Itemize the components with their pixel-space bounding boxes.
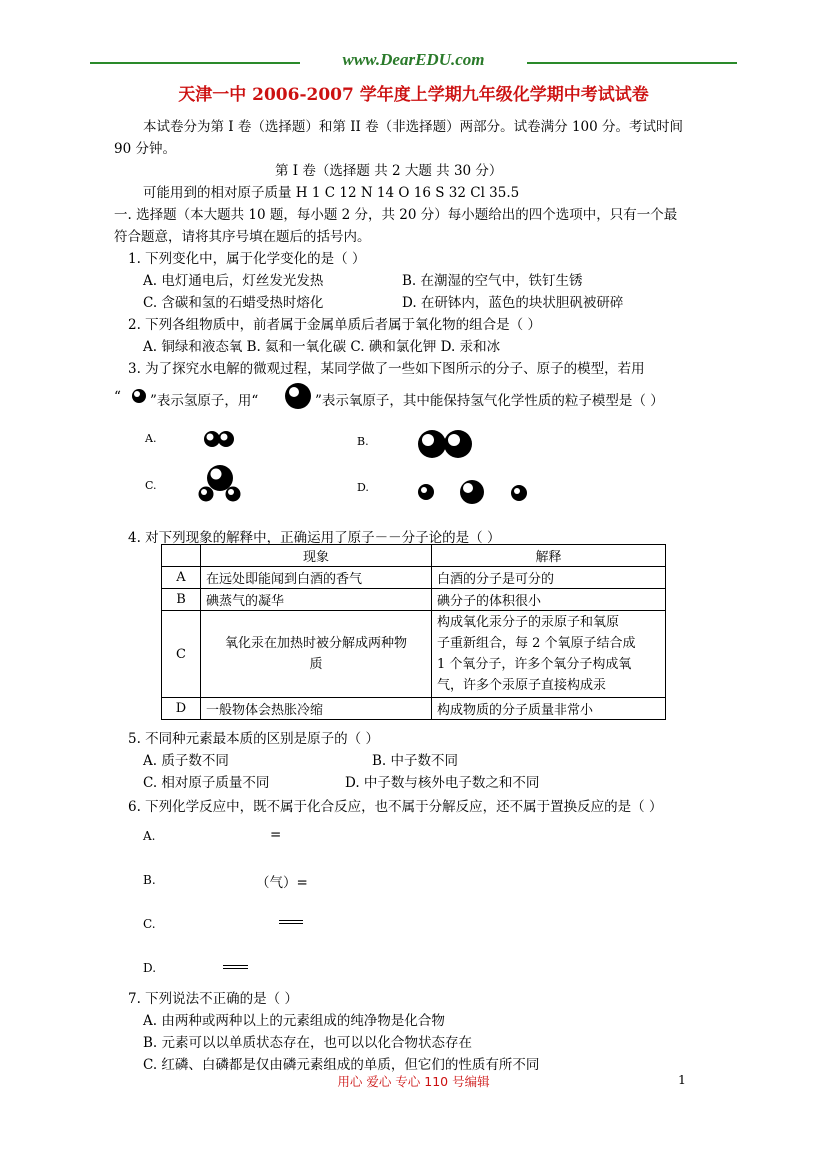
q3-option-c-label: C. xyxy=(145,479,157,492)
q4-stem: 4. 对下列现象的解释中，正确运用了原子－－分子论的是（ ） xyxy=(128,530,501,546)
row-phenomenon: 在远处即能闻到白酒的香气 xyxy=(201,567,432,589)
model-c-h2o-molecule-icon xyxy=(196,462,246,504)
q6-option-d: D. xyxy=(143,961,157,975)
q2-stem: 2. 下列各组物质中，前者属于金属单质后者属于氧化物的组合是（ ） xyxy=(128,317,541,333)
row-explanation: 构成物质的分子质量非常小 xyxy=(432,698,666,720)
row-explanation-line: 构成氧化汞分子的汞原子和氧原 xyxy=(437,615,620,630)
site-url[interactable]: www.DearEDU.com xyxy=(342,50,485,69)
row-label: D xyxy=(162,698,201,720)
q7-option-c: C. 红磷、白磷都是仅由磷元素组成的单质，但它们的性质有所不同 xyxy=(143,1057,540,1073)
row-label: B xyxy=(162,589,201,611)
q1-option-a: A. 电灯通电后，灯丝发光发热 xyxy=(143,273,324,289)
page-number: 1 xyxy=(678,1072,686,1087)
row-explanation: 白酒的分子是可分的 xyxy=(432,567,666,589)
q1-option-c: C. 含碳和氢的石蜡受热时熔化 xyxy=(143,295,324,311)
atomic-mass-line: 可能用到的相对原子质量 H 1 C 12 N 14 O 16 S 32 Cl 35.5 xyxy=(143,185,520,201)
part-title: 第 I 卷（选择题 共 2 大题 共 30 分） xyxy=(275,163,503,179)
q3-quote-open: “ xyxy=(114,389,121,405)
table-header-explanation: 解释 xyxy=(432,545,666,567)
q6-option-c: C. xyxy=(143,917,156,931)
q3-option-d-label: D. xyxy=(357,481,369,494)
q7-option-b: B. 元素可以以单质状态存在，也可以以化合物状态存在 xyxy=(143,1035,473,1051)
row-explanation: 碘分子的体积很小 xyxy=(432,589,666,611)
row-explanation-line: 1 个氧分子，许多个氧分子构成氧 xyxy=(437,657,632,672)
row-explanation xyxy=(432,611,666,698)
q3-line-1: 3. 为了探究水电解的微观过程，某同学做了一些如下图所示的分子、原子的模型，若用 xyxy=(128,361,645,377)
q1-option-d: D. 在研钵内，蓝色的块状胆矾被研碎 xyxy=(402,295,624,311)
q6-stem: 6. 下列化学反应中，既不属于化合反应，也不属于分解反应，还不属于置换反应的是（ ） xyxy=(128,799,663,815)
q3-line-2-mid: ”表示氢原子，用“ xyxy=(150,393,259,409)
model-d-separate-atoms-icon xyxy=(415,478,535,508)
q7-option-a: A. 由两种或两种以上的元素组成的纯净物是化合物 xyxy=(143,1013,445,1029)
row-explanation-line: 气，许多个汞原子直接构成汞 xyxy=(437,678,607,693)
model-a-h2-molecule-icon xyxy=(200,428,240,450)
q1-option-b: B. 在潮湿的空气中，铁钉生锈 xyxy=(402,273,583,289)
table-row xyxy=(162,698,666,720)
section-1-line-1: 一. 选择题（本大题共 10 题，每小题 2 分，共 20 分）每小题给出的四个选项中，只有一个最 xyxy=(114,207,678,223)
section-1-line-2: 符合题意，请将其序号填在题后的括号内。 xyxy=(114,229,371,245)
table-row xyxy=(162,589,666,611)
q5-option-a: A. 质子数不同 xyxy=(143,753,229,769)
q5-option-b: B. 中子数不同 xyxy=(372,753,459,769)
row-label: C xyxy=(162,611,201,698)
q6-option-d-equals-sign xyxy=(223,965,248,966)
oxygen-atom-icon xyxy=(282,380,314,412)
row-phenomenon: 一般物体会热胀冷缩 xyxy=(201,698,432,720)
q7-stem: 7. 下列说法不正确的是（ ） xyxy=(128,991,298,1007)
q3-option-a-label: A. xyxy=(145,432,157,445)
table-row xyxy=(162,611,666,698)
footer-text: 用心 爱心 专心 110 号编辑 xyxy=(337,1074,490,1089)
row-phenomenon xyxy=(201,611,432,698)
page-title: 天津一中 2006-2007 学年度上学期九年级化学期中考试试卷 xyxy=(178,85,649,105)
q6-option-b-gas: （气）= xyxy=(256,875,308,891)
q5-stem: 5. 不同种元素最本质的区别是原子的（ ） xyxy=(128,731,379,747)
q6-option-b: B. xyxy=(143,873,156,887)
q6-option-c-equals-sign xyxy=(279,923,303,924)
model-b-o2-molecule-icon xyxy=(416,426,476,462)
hydrogen-atom-icon xyxy=(128,386,150,406)
table-header-row xyxy=(162,545,666,567)
q5-option-c: C. 相对原子质量不同 xyxy=(143,775,270,791)
q6-option-a: A. xyxy=(143,829,156,843)
intro-line-1: 本试卷分为第 I 卷（选择题）和第 II 卷（非选择题）两部分。试卷满分 100 分。考试时间 xyxy=(143,119,684,135)
q1-stem: 1. 下列变化中，属于化学变化的是（ ） xyxy=(128,251,366,267)
intro-line-2: 90 分钟。 xyxy=(114,141,176,157)
q6-option-c-equals-sign xyxy=(279,920,303,921)
table-header-blank xyxy=(162,545,201,567)
q6-option-d-equals-sign xyxy=(223,968,248,969)
table-row xyxy=(162,567,666,589)
row-phenomenon-line: 质 xyxy=(309,657,323,672)
q5-option-d: D. 中子数与核外电子数之和不同 xyxy=(345,775,540,791)
row-explanation-line: 子重新组合，每 2 个氧原子结合成 xyxy=(437,636,636,651)
q3-line-2-end: ”表示氧原子，其中能保持氢气化学性质的粒子模型是（ ） xyxy=(315,393,664,409)
row-label: A xyxy=(162,567,201,589)
table-header-phenomenon: 现象 xyxy=(201,545,432,567)
q4-table xyxy=(161,544,666,720)
row-phenomenon-line: 氧化汞在加热时被分解成两种物 xyxy=(224,636,407,651)
q2-options: A. 铜绿和液态氧 B. 氦和一氧化碳 C. 碘和氯化钾 D. 汞和冰 xyxy=(143,339,501,355)
q6-option-a-equals: = xyxy=(270,827,282,843)
q3-option-b-label: B. xyxy=(357,435,369,448)
row-phenomenon: 碘蒸气的凝华 xyxy=(201,589,432,611)
